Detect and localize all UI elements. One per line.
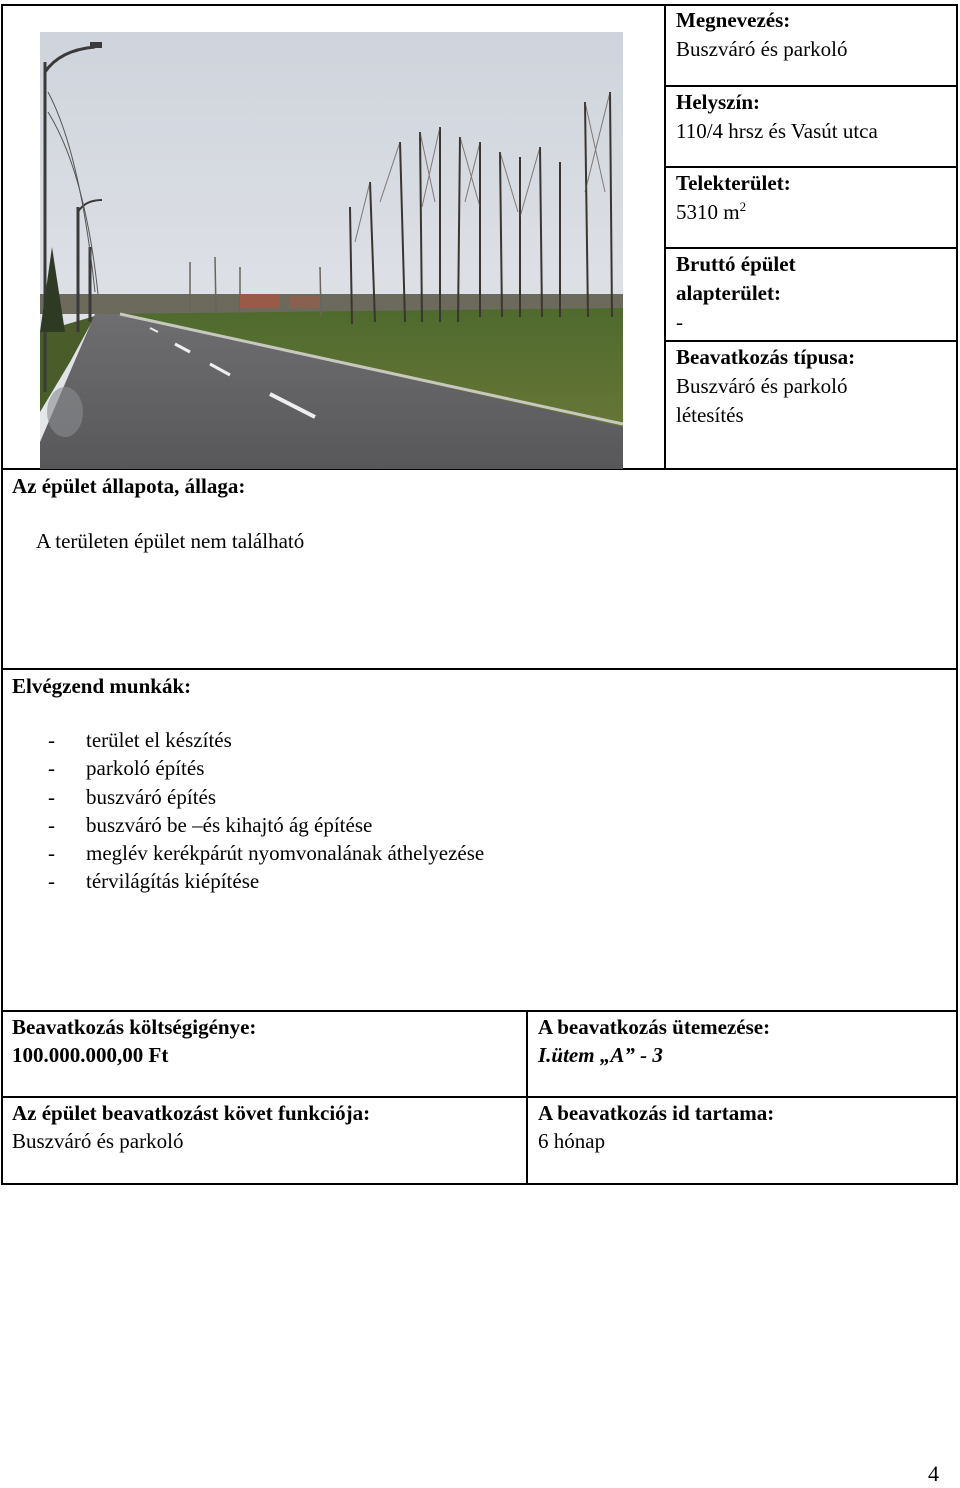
megnevezes-label: Megnevezés: xyxy=(676,8,791,32)
telekterulet-unit-sup: 2 xyxy=(739,199,747,214)
bottom-column-divider xyxy=(526,1010,528,1184)
brutto-label-line1: Bruttó épület xyxy=(676,252,796,276)
list-item-text: buszváró építés xyxy=(86,784,217,809)
megnevezes-cell xyxy=(676,6,847,63)
helyszin-value: 110/4 hrsz és Vasút utca xyxy=(676,119,878,143)
tipus-cell xyxy=(676,343,855,429)
list-bullet: - xyxy=(48,784,55,809)
koltseg-cell xyxy=(12,1013,256,1069)
list-item xyxy=(48,839,484,867)
list-item xyxy=(48,867,484,895)
list-item-text: buszváró be –és kihajtó ág építése xyxy=(86,812,373,837)
info-row-line xyxy=(664,247,957,249)
funkcio-cell xyxy=(12,1099,370,1155)
list-item-text: parkoló építés xyxy=(86,756,205,781)
telekterulet-cell xyxy=(676,169,791,226)
info-row-line xyxy=(664,166,957,168)
munkak-label: Elvégzend munkák: xyxy=(12,674,192,698)
utemezes-value: I.ütem „A” - 3 xyxy=(538,1043,663,1067)
megnevezes-value: Buszváró és parkoló xyxy=(676,37,848,61)
brutto-label-line2: alapterület: xyxy=(676,281,781,305)
list-item-text: terület el készítés xyxy=(86,728,232,752)
page-number: 4 xyxy=(928,1461,939,1486)
allapot-value: A területen épület nem található xyxy=(36,529,305,553)
list-bullet: - xyxy=(48,756,55,781)
idotartam-cell xyxy=(538,1099,774,1155)
list-bullet: - xyxy=(48,841,55,866)
list-item xyxy=(48,811,484,839)
row-line xyxy=(1,668,958,670)
brutto-value: - xyxy=(676,310,683,334)
idotartam-label: A beavatkozás id tartama: xyxy=(538,1101,775,1125)
list-bullet: - xyxy=(48,869,55,894)
funkcio-value: Buszváró és parkoló xyxy=(12,1129,184,1153)
info-row-line xyxy=(664,85,957,87)
munkak-list xyxy=(48,726,484,896)
funkcio-label: Az épület beavatkozást követ funkciója: xyxy=(12,1101,371,1125)
tipus-value-line2: létesítés xyxy=(676,403,744,427)
photo-info-divider xyxy=(664,4,666,470)
telekterulet-label: Telekterület: xyxy=(676,171,791,195)
row-line xyxy=(1,1096,958,1098)
info-row-line xyxy=(664,340,957,342)
list-item-text: meglév kerékpárút nyomvonalának áthelyezése xyxy=(86,841,485,866)
helyszin-cell xyxy=(676,88,878,145)
list-item xyxy=(48,726,484,754)
row-line xyxy=(1,1010,958,1012)
telekterulet-number: 5310 m xyxy=(676,200,740,224)
list-bullet: - xyxy=(48,728,55,752)
list-item xyxy=(48,754,484,782)
koltseg-value: 100.000.000,00 Ft xyxy=(12,1043,169,1067)
brutto-cell xyxy=(676,250,796,336)
utemezes-cell xyxy=(538,1013,770,1069)
telekterulet-value xyxy=(676,198,791,226)
list-bullet: - xyxy=(48,812,55,837)
utemezes-label: A beavatkozás ütemezése: xyxy=(538,1015,771,1039)
tipus-value-line1: Buszváró és parkoló xyxy=(676,374,848,398)
idotartam-value: 6 hónap xyxy=(538,1129,606,1153)
koltseg-label: Beavatkozás költségigénye: xyxy=(12,1015,257,1039)
site-photo xyxy=(40,32,623,469)
tipus-label: Beavatkozás típusa: xyxy=(676,345,856,369)
list-item-text: térvilágítás kiépítése xyxy=(86,869,260,894)
allapot-label: Az épület állapota, állaga: xyxy=(12,474,246,498)
helyszin-label: Helyszín: xyxy=(676,90,760,114)
list-item xyxy=(48,783,484,811)
